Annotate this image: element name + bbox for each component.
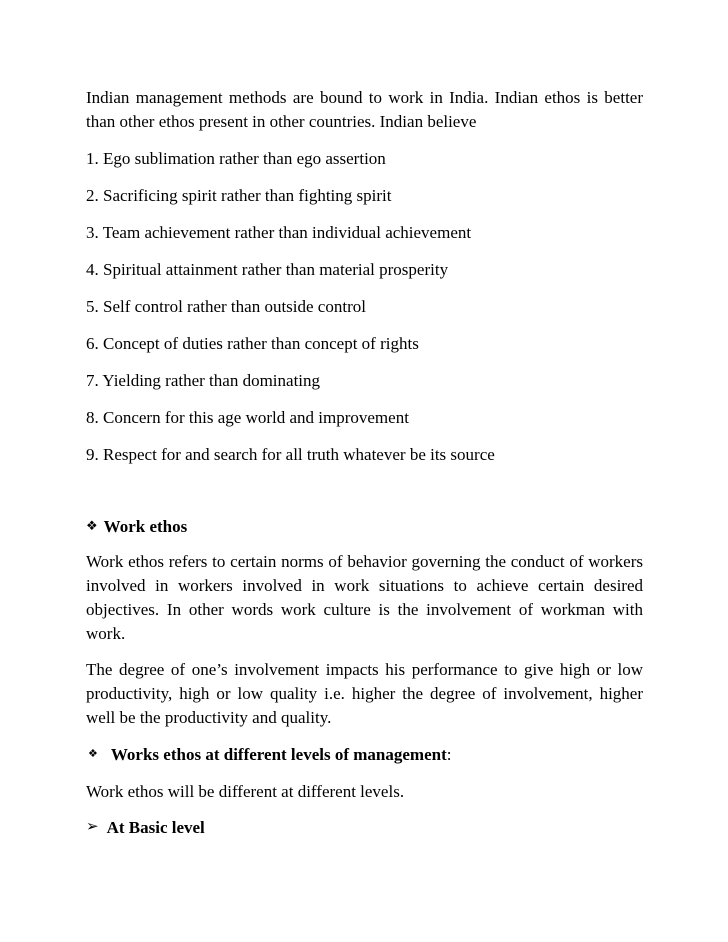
- diamond-bullet-icon: ❖: [88, 748, 98, 760]
- beliefs-list: [86, 147, 643, 467]
- list-item: 2. Sacrificing spirit rather than fighting spirit: [86, 186, 392, 205]
- involvement-paragraph: The degree of one’s involvement impacts his performance to give high or low productivity, high or low quality i.e. higher the degree of involvement, higher well be the productivity and quality.: [86, 660, 643, 727]
- diamond-bullet-icon: ❖: [86, 518, 98, 533]
- list-item: 8. Concern for this age world and improvement: [86, 408, 409, 427]
- arrow-bullet-icon: ➢: [86, 819, 99, 835]
- list-item: 3. Team achievement rather than individual achievement: [86, 223, 472, 242]
- levels-text: Work ethos will be different at different levels.: [86, 782, 405, 801]
- list-item: 4. Spiritual attainment rather than material prosperity: [86, 260, 449, 279]
- work-ethos-heading-text: Work ethos: [103, 517, 188, 536]
- basic-level-heading: [86, 816, 643, 840]
- list-item: 9. Respect for and search for all truth whatever be its source: [86, 445, 495, 464]
- levels-heading: [86, 743, 643, 767]
- list-item: 1. Ego sublimation rather than ego assertion: [86, 149, 386, 168]
- list-item: 6. Concept of duties rather than concept of rights: [86, 334, 419, 353]
- basic-level-heading-text: At Basic level: [106, 818, 205, 837]
- intro-paragraph: Indian management methods are bound to work in India. Indian ethos is better than other ethos present in other countries. Indian believe: [86, 88, 643, 131]
- work-ethos-heading: [86, 515, 643, 539]
- document-page: [86, 86, 643, 840]
- levels-heading-text: Works ethos at different levels of management: [110, 745, 447, 764]
- list-item: 5. Self control rather than outside control: [86, 297, 366, 316]
- levels-heading-colon: :: [446, 745, 452, 764]
- work-ethos-paragraph: Work ethos refers to certain norms of behavior governing the conduct of workers involved in workers involved in work situations to achieve certain desired objectives. In other words work culture is the involvement of workman with work.: [86, 552, 643, 643]
- list-item: 7. Yielding rather than dominating: [86, 371, 321, 390]
